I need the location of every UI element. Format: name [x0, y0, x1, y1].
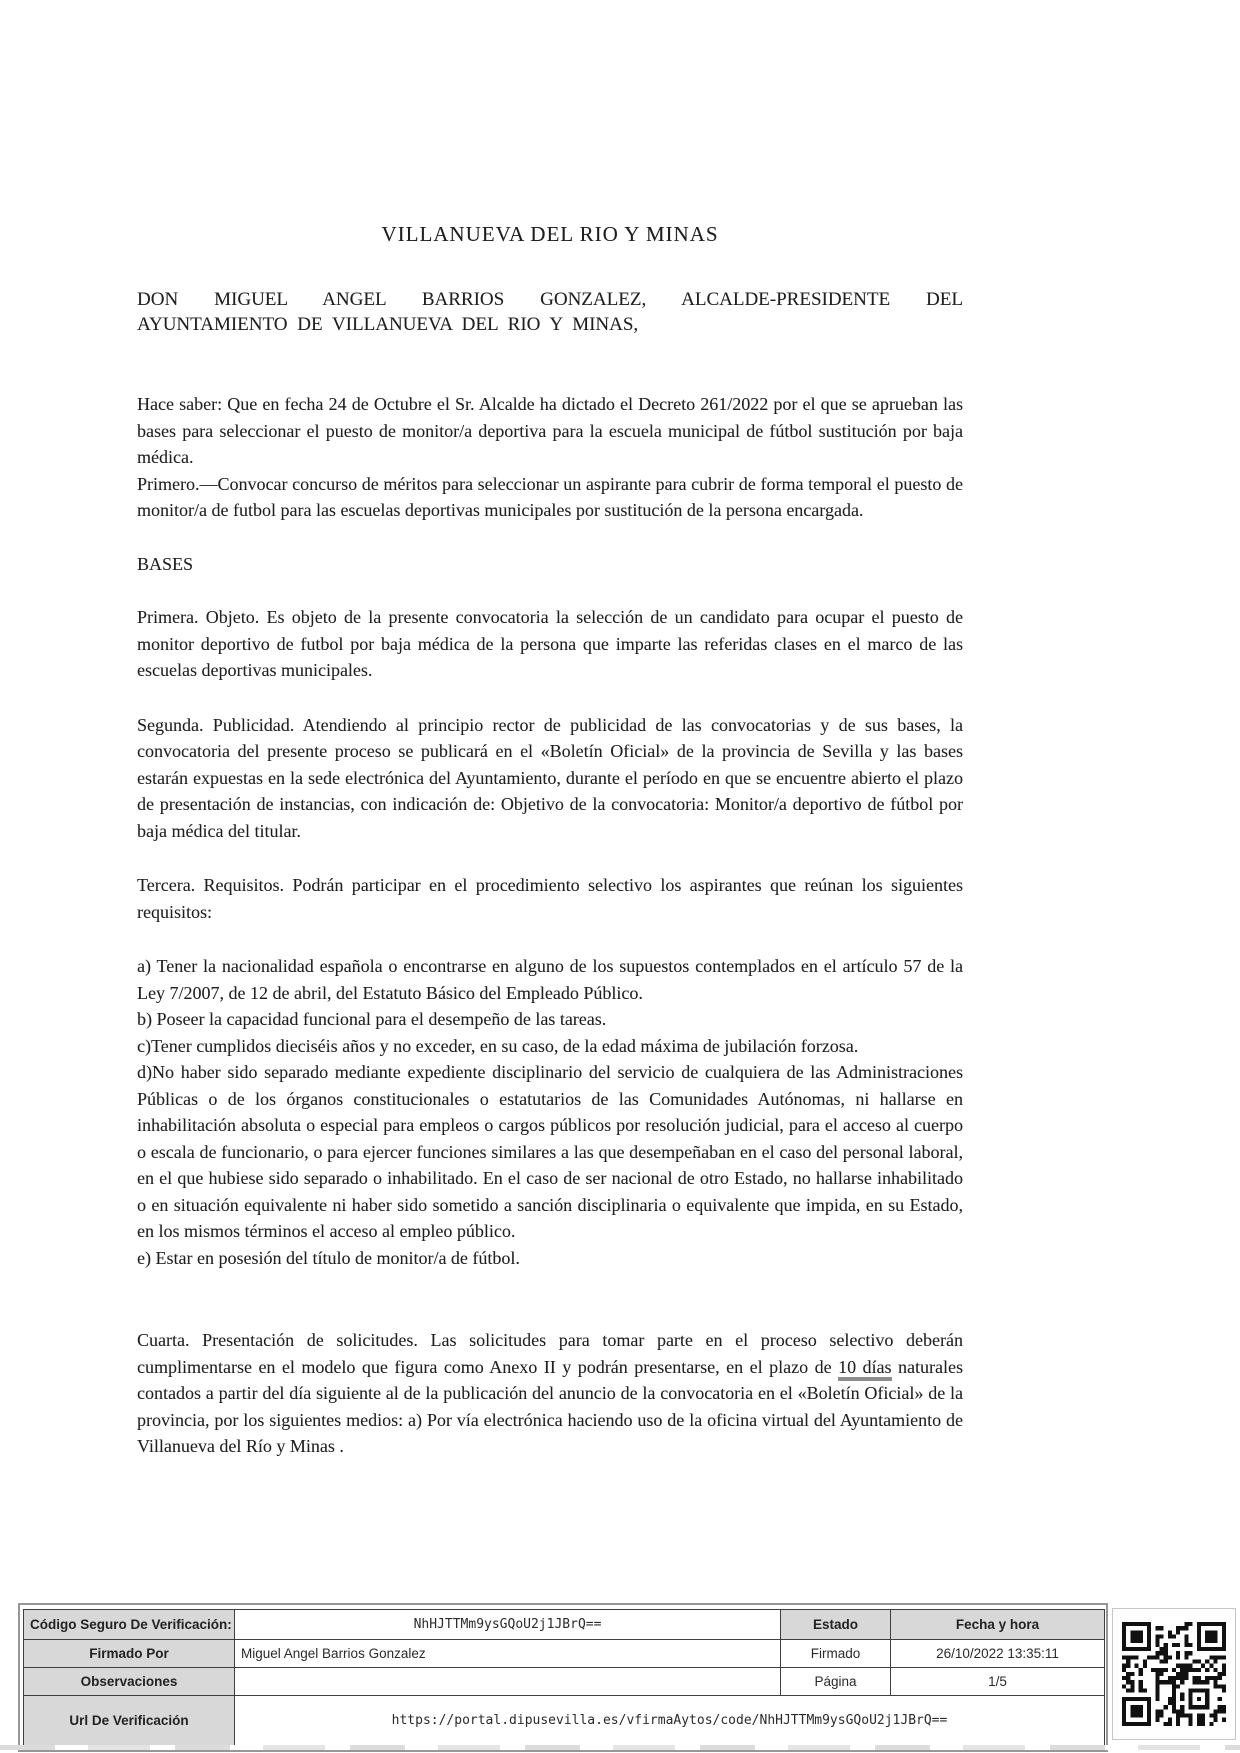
- fecha-value: 26/10/2022 13:35:11: [891, 1640, 1105, 1668]
- primero-paragraph: Primero.—Convocar concurso de méritos para seleccionar un aspirante para cubrir de forma temporal el puesto de monitor/a de futbol para las escuelas deportivas municipales por sustitución de la persona encargada.: [137, 473, 963, 520]
- table-row: [24, 1668, 1105, 1696]
- table-row: [24, 1696, 1105, 1746]
- verification-table: [23, 1609, 1105, 1746]
- requirement-e: e) Estar en posesión del título de monitor/a de fútbol.: [137, 1247, 520, 1268]
- segunda-paragraph: Segunda. Publicidad. Atendiendo al principio rector de publicidad de las convocatorias y de sus bases, la convocatoria del presente proceso se publicará en el «Boletín Oficial» de la provincia de Sevilla y las bases estarán expuestas en la sede electrónica del Ayuntamiento, durante el período en que se encuentre abierto el plazo de presentación de instancias, con indicación de: Objetivo de la convocatoria: Monitor/a deportivo de fútbol por baja médica del titular.: [137, 714, 963, 841]
- cuarta-text-before: Cuarta. Presentación de solicitudes. Las solicitudes para tomar parte en el proceso selectivo deberán cumplimentarse en el modelo que figura como Anexo II y podrán presentarse, en el plazo de: [137, 1330, 963, 1377]
- estado-label: Estado: [781, 1610, 891, 1640]
- verification-footer: [18, 1603, 1108, 1752]
- firmado-por-value: Miguel Angel Barrios Gonzalez: [235, 1640, 781, 1668]
- cuarta-paragraph: [137, 1327, 963, 1460]
- url-label: Url De Verificación: [24, 1696, 235, 1746]
- hace-saber-paragraph: Hace saber: Que en fecha 24 de Octubre el Sr. Alcalde ha dictado el Decreto 261/2022 por el que se aprueban las bases para seleccionar el puesto de monitor/a deportiva para la escuela municipal de fútbol sustitución por baja médica.: [137, 394, 963, 467]
- bases-heading: BASES: [137, 553, 194, 574]
- observaciones-label: Observaciones: [24, 1668, 235, 1696]
- estado-value: Firmado: [781, 1640, 891, 1668]
- firmado-por-label: Firmado Por: [24, 1640, 235, 1668]
- tercera-paragraph: Tercera. Requisitos. Podrán participar en el procedimiento selectivo los aspirantes que reúnan los siguientes requisitos:: [137, 875, 963, 922]
- document-title: VILLANUEVA DEL RIO Y MINAS: [381, 222, 719, 246]
- qr-code-box: [1112, 1608, 1236, 1740]
- table-row: [24, 1610, 1105, 1640]
- scan-artifact-strip: [0, 1745, 1240, 1750]
- fecha-label: Fecha y hora: [891, 1610, 1105, 1640]
- observaciones-value: [235, 1668, 781, 1696]
- requirement-a: a) Tener la nacionalidad española o encontrarse en alguno de los supuestos contemplados en el artículo 57 de la Ley 7/2007, de 12 de abril, del Estatuto Básico del Empleado Público.: [137, 956, 963, 1003]
- qr-code: [1122, 1622, 1226, 1726]
- pagina-value: 1/5: [891, 1668, 1105, 1696]
- requirement-b: b) Poseer la capacidad funcional para el desempeño de las tareas.: [137, 1009, 607, 1029]
- primera-paragraph: Primera. Objeto. Es objeto de la presente convocatoria la selección de un candidato para ocupar el puesto de monitor deportivo de futbol por baja médica de la persona que imparte las referidas clases en el marco de las escuelas deportivas municipales.: [137, 607, 963, 680]
- pagina-label: Página: [781, 1668, 891, 1696]
- requirement-d: d)No haber sido separado mediante expediente disciplinario del servicio de cualquiera de las Administraciones Públicas o de los órganos constitucionales o estatutarios de las Comunidades Autónomas, ni hallarse en inhabilitación absoluta o especial para empleos o cargos públicos por resolución judicial, para el acceso al cuerpo o escala de funcionario, o para ejercer funciones similares a las que desempeñaban en el caso del personal laboral, en el que hubiese sido separado o inhabilitado. En el caso de ser nacional de otro Estado, no hallarse inhabilitado o en situación equivalente ni haber sido sometido a sanción disciplinaria o equivalente que impida, en su Estado, en los mismos términos el acceso al empleo público.: [137, 1062, 963, 1241]
- cuarta-text-after: naturales contados a partir del día siguiente al de la publicación del anuncio de la convocatoria en el «Boletín Oficial» de la provincia, por los siguientes medios: a) Por vía electrónica haciendo uso de la oficina virtual del Ayuntamiento de Villanueva del Río y Minas .: [137, 1356, 964, 1456]
- table-row: [24, 1640, 1105, 1668]
- csv-label: Código Seguro De Verificación:: [24, 1610, 235, 1640]
- addressee-paragraph: DON MIGUEL ANGEL BARRIOS GONZALEZ, ALCALDE-PRESIDENTE DEL AYUNTAMIENTO DE VILLANUEVA DEL RIO Y MINAS,: [137, 289, 963, 335]
- requirement-c: c)Tener cumplidos dieciséis años y no exceder, en su caso, de la edad máxima de jubilación forzosa.: [137, 1035, 859, 1056]
- csv-value: NhHJTTMm9ysGQoU2j1JBrQ==: [235, 1610, 781, 1640]
- url-value: https://portal.dipusevilla.es/vfirmaAytos/code/NhHJTTMm9ysGQoU2j1JBrQ==: [235, 1696, 1105, 1746]
- document-page: [137, 0, 963, 1460]
- underlined-term: 10 días: [838, 1357, 891, 1381]
